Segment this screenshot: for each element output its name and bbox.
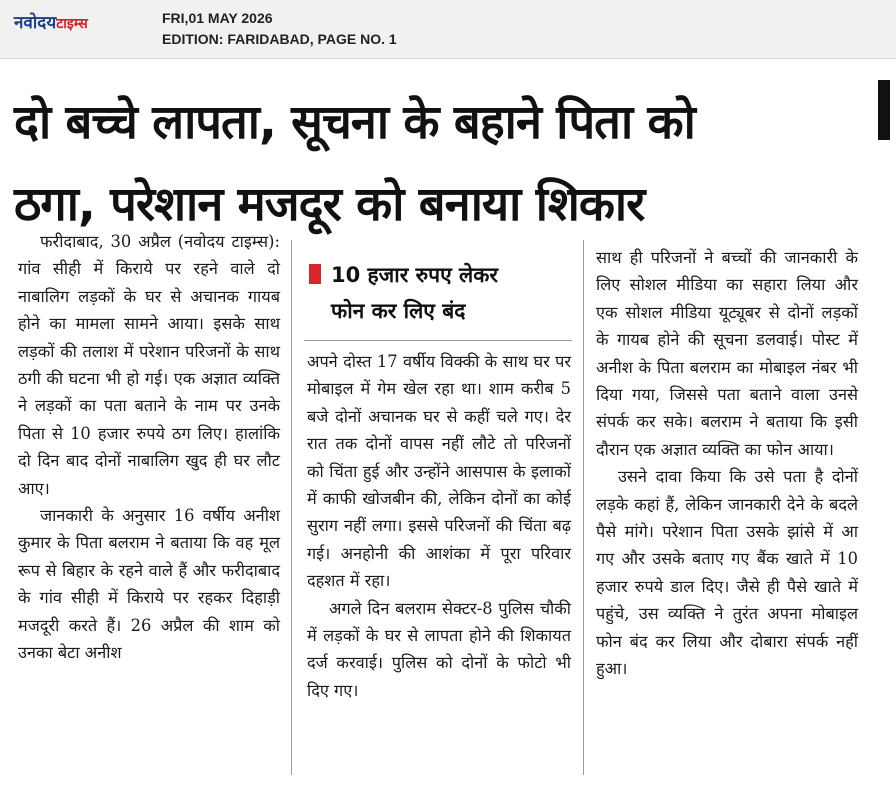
paragraph: उसने दावा किया कि उसे पता है दोनों लड़के कहां हैं, लेकिन जानकारी देने के बदले पैसे मांगे। परेशान पिता उसके झांसे में आ गए और उसके बताए गए बैंक खाते में 10 हजार रुपये डाल दिए। जैसे ही पैसे खाते में पहुंचे, उस व्यक्ति ने तुरंत अपना मोबाइल फोन बंद कर लिया और दोबारा संपर्क नहीं हुआ। bbox=[596, 467, 858, 679]
article-column-3 bbox=[596, 244, 858, 683]
issue-date: FRI,01 MAY 2026 bbox=[162, 10, 273, 26]
paragraph: अपने दोस्त 17 वर्षीय विक्की के साथ घर पर मोबाइल में गेम खेल रहा था। शाम करीब 5 बजे दोनों अचानक घर से कहीं चले गए। देर रात तक दोनों वापस नहीं लौटे तो परिजनों को चिंता हुई और उन्होंने आसपास के इलाकों में काफी खोजबीन की, लेकिन दोनों का कोई सुराग नहीं लगा। इससे परिजनों की चिंता बढ़ गई। अनहोनी की आशंका में पूरा परिवार दहशत में रहा। bbox=[307, 352, 571, 591]
newspaper-logo[interactable] bbox=[14, 10, 88, 33]
paragraph: जानकारी के अनुसार 16 वर्षीय अनीश कुमार के पिता बलराम ने बताया कि वह मूल रूप से बिहार के रहने वाले हैं और फरीदाबाद के गांव सीही में किराये पर रहकर दिहाड़ी मजदूरी करते हैं। 26 अप्रैल की शाम को उनका बेटा अनीश bbox=[18, 506, 280, 663]
headline-line-1: दो बच्चे लापता, सूचना के बहाने पिता को bbox=[14, 95, 695, 150]
column-divider bbox=[583, 240, 584, 775]
paragraph: साथ ही परिजनों ने बच्चों की जानकारी के लिए सोशल मीडिया का सहारा लिया और एक सोशल मीडिया यूट्यूबर से दोनों लड़कों के गायब होने की सूचना डलवाई। पोस्ट में अनीश के पिता बलराम का मोबाइल नंबर भी दिया गया, जिससे पता बताने वाला उनसे संपर्क कर सके। बलराम ने बताया कि इसी दौरान एक अज्ञात व्यक्ति का फोन आया। bbox=[596, 248, 858, 459]
red-marker-icon bbox=[309, 264, 321, 284]
headline-line-2: ठगा, परेशान मजदूर को बनाया शिकार bbox=[14, 177, 645, 232]
subheading bbox=[309, 257, 571, 329]
edition-page: EDITION: FARIDABAD, PAGE NO. 1 bbox=[162, 31, 397, 47]
subheading-line-1: 10 हजार रुपए लेकर bbox=[331, 263, 498, 287]
paragraph: फरीदाबाद, 30 अप्रैल (नवोदय टाइम्स): गांव सीही में किराये पर रहने वाले दो नाबालिग लड़कों के घर से अचानक गायब होने का मामला सामने आया। इसके साथ लड़कों की तलाश में परेशान परिजनों के साथ ठगी की घटना भी हो गई। एक अज्ञात व्यक्ति ने लड़कों का पता बताने के नाम पर उनके पिता से 10 हजार रुपये ठग लिए। हालांकि दो दिन बाद दोनों नाबालिग खुद ही घर लौट आए। bbox=[18, 232, 280, 498]
subheading-line-2: फोन कर लिए बंद bbox=[331, 299, 466, 323]
logo-accent-text: टाइम्स bbox=[56, 16, 88, 32]
adjacent-article-edge bbox=[878, 70, 892, 788]
article-column-2 bbox=[307, 348, 571, 704]
article-column-1 bbox=[18, 228, 280, 667]
paragraph: अगले दिन बलराम सेक्टर-8 पुलिस चौकी में लड़कों के घर से लापता होने की शिकायत दर्ज करवाई। पुलिस को दोनों के फोटो भी दिए गए। bbox=[307, 598, 571, 700]
article-headline bbox=[14, 82, 876, 246]
subheading-divider bbox=[304, 340, 572, 341]
edition-info bbox=[162, 8, 397, 50]
adjacent-headline-fragment bbox=[878, 80, 890, 140]
logo-main-text: नवोदय bbox=[14, 13, 57, 33]
masthead-bar bbox=[0, 0, 896, 59]
column-divider bbox=[291, 240, 292, 775]
